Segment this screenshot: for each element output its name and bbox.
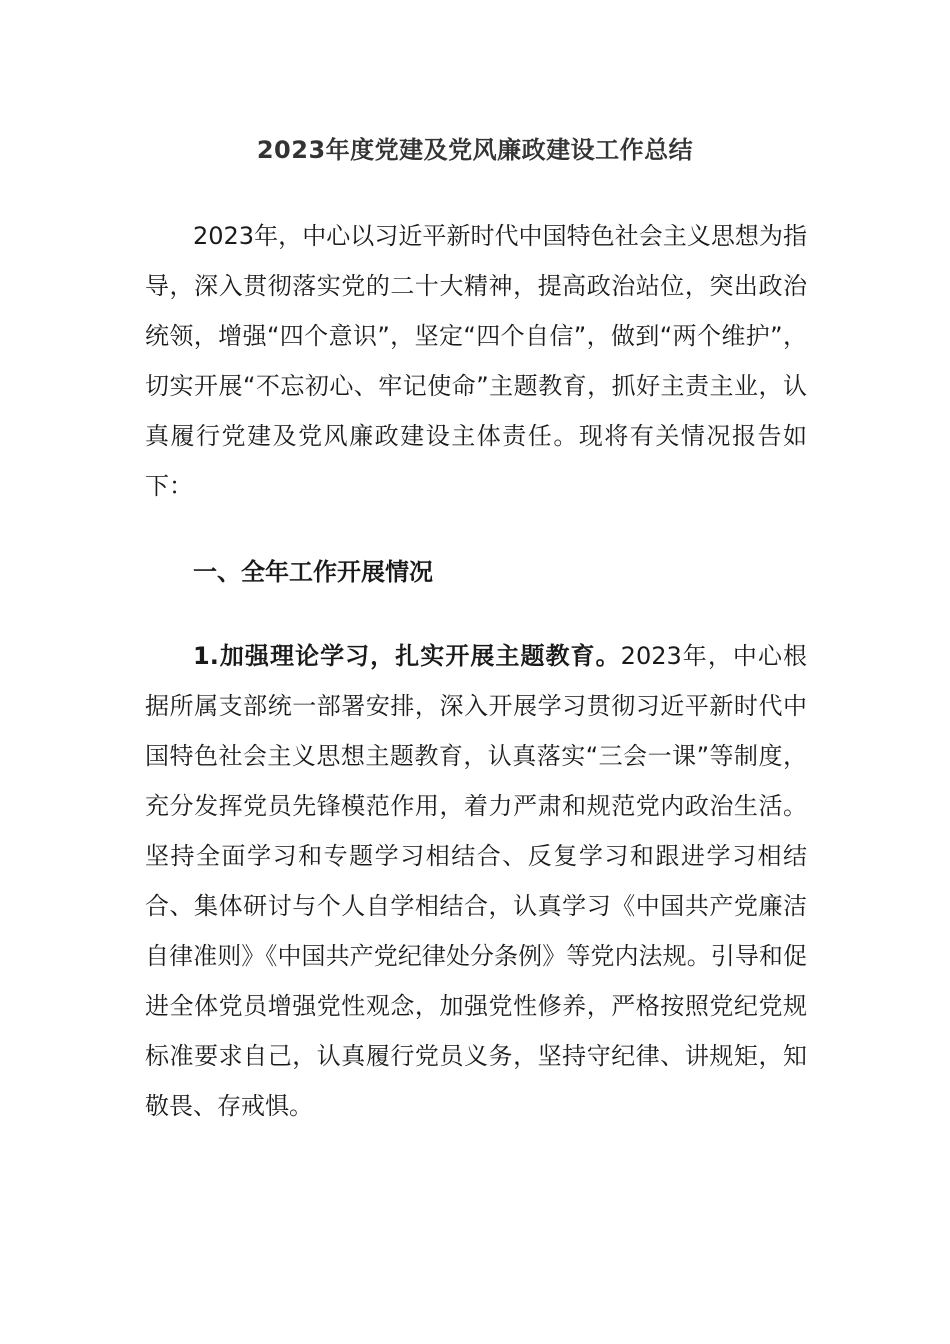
item-1-paragraph (145, 631, 807, 1131)
intro-paragraph: 2023年，中心以习近平新时代中国特色社会主义思想为指导，深入贯彻落实党的二十大精神，提高政治站位，突出政治统领，增强“四个意识”，坚定“四个自信”，做到“两个维护”，切实开展“不忘初心、牢记使命”主题教育，抓好主责主业，认真履行党建及党风廉政建设主体责任。现将有关情况报告如下： (145, 222, 807, 500)
item-1-lead: 1.加强理论学习，扎实开展主题教育。 (193, 642, 621, 670)
document-title: 2023年度党建及党风廉政建设工作总结 (256, 136, 694, 164)
item-1-body: 2023年，中心根据所属支部统一部署安排，深入开展学习贯彻习近平新时代中国特色社会主义思想主题教育，认真落实“三会一课”等制度，充分发挥党员先锋模范作用，着力严肃和规范党内政治生活。坚持全面学习和专题学习相结合、反复学习和跟进学习相结合、集体研讨与个人自学相结合，认真学习《中国共产党廉洁自律准则》《中国共产党纪律处分条例》等党内法规。引导和促进全体党员增强党性观念，加强党性修养，严格按照党纪党规标准要求自己，认真履行党员义务，坚持守纪律、讲规矩，知敬畏、存戒惧。 (145, 642, 807, 1120)
section-heading: 一、全年工作开展情况 (193, 558, 433, 586)
